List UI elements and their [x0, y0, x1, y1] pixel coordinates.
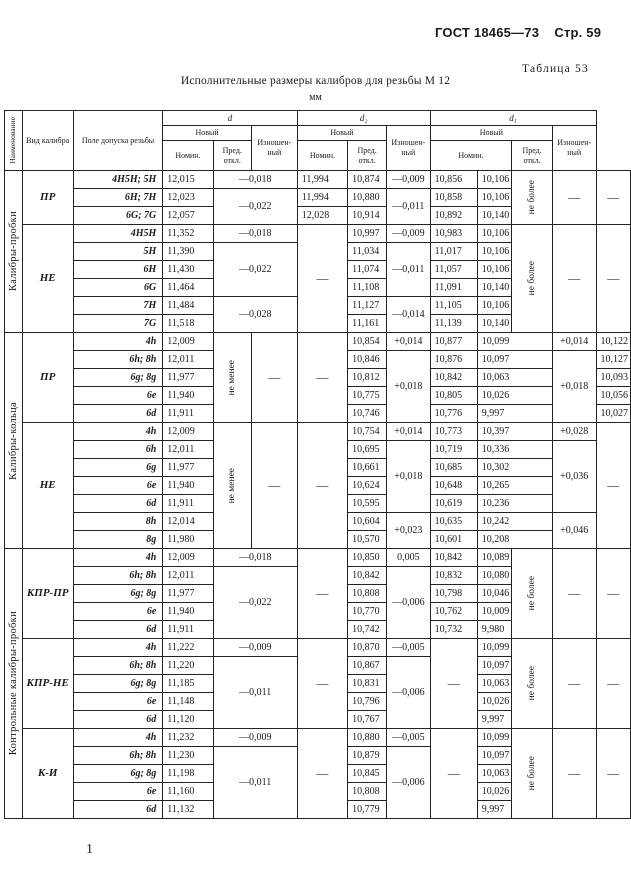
d-nominal: 11,940	[163, 387, 213, 405]
d1-worn: —	[596, 549, 631, 639]
d1-nominal: 10,106	[477, 261, 512, 279]
d1-note-cell	[512, 225, 553, 333]
d1-dev-header: Пред. откл.	[512, 141, 553, 171]
d1-worn: —	[596, 225, 631, 333]
tolerance-field: 6e	[73, 477, 163, 495]
d2-worn: 10,798	[430, 585, 477, 603]
d2-nominal: 11,074	[348, 261, 387, 279]
d1-deviation: +0,028	[552, 423, 596, 441]
standard-number: ГОСТ 18465—73	[435, 25, 540, 40]
d2-nominal: 10,754	[348, 423, 387, 441]
tolerance-field: 7H	[73, 297, 163, 315]
d-deviation: —	[251, 423, 297, 549]
d2-deviation: +0,018	[387, 351, 431, 423]
d-note-cell	[213, 423, 251, 549]
d1-limit-note: не более	[526, 666, 537, 701]
d2-worn: 10,719	[430, 441, 477, 459]
d2-worn: 10,877	[430, 333, 477, 351]
d2-deviation: —0,014	[387, 297, 431, 333]
d1-nominal: 10,046	[477, 585, 512, 603]
caliber-dimensions-table	[4, 110, 631, 819]
d2-nominal: 11,161	[348, 315, 387, 333]
d2-nominal: 10,779	[348, 801, 387, 819]
d2-nominal: 10,775	[348, 387, 387, 405]
d-deviation: —0,018	[213, 225, 297, 243]
tolerance-field: 7G	[73, 315, 163, 333]
d1-nominal: 10,265	[477, 477, 552, 495]
d2-deviation: —0,005	[387, 729, 431, 747]
d2-worn: 11,105	[430, 297, 477, 315]
tolerance-field: 4h	[73, 549, 163, 567]
d1-nominal: 10,242	[477, 513, 552, 531]
d-deviation: —0,028	[213, 297, 297, 333]
d1-nominal: 10,097	[477, 657, 512, 675]
page-header	[435, 25, 601, 40]
d1-new-header: Новый	[430, 126, 552, 141]
table-row	[5, 171, 631, 189]
table-row	[5, 333, 631, 351]
caliber-kind: ПР	[22, 333, 73, 423]
kind-column-header: Вид калибра	[22, 111, 73, 171]
d2-nominal: 10,661	[348, 459, 387, 477]
unit-label: мм	[309, 92, 322, 103]
d1-nominal: 9,997	[477, 405, 552, 423]
d1-nominal: 10,140	[477, 315, 512, 333]
d2-worn: 10,858	[430, 189, 477, 207]
d1-limit-note: не более	[526, 261, 537, 296]
d1-deviation: —	[552, 225, 596, 333]
d-nominal: 11,185	[163, 675, 213, 693]
d2-worn: 10,732	[430, 621, 477, 639]
d-nominal: 12,011	[163, 441, 213, 459]
d-nominal: 11,977	[163, 459, 213, 477]
d1-note-cell	[512, 729, 553, 819]
d2-nominal: 10,624	[348, 477, 387, 495]
d2-worn: 10,635	[430, 513, 477, 531]
d1-nominal: 10,302	[477, 459, 552, 477]
d-column-header: d	[163, 111, 298, 126]
d2-nominal: 10,850	[348, 549, 387, 567]
d1-nominal: 10,026	[477, 693, 512, 711]
d1-worn: 10,027	[596, 405, 631, 423]
tolerance-field: 6g; 8g	[73, 675, 163, 693]
d2-nominal: 10,879	[348, 747, 387, 765]
d2-nom-header: Номин.	[297, 141, 347, 171]
d2-nominal: 10,770	[348, 603, 387, 621]
d1-note-cell	[512, 549, 553, 639]
d-nom-header: Номин.	[163, 141, 213, 171]
d1-nominal: 10,208	[477, 531, 552, 549]
d1-worn: 10,127	[596, 351, 631, 369]
d2-nominal: 10,914	[348, 207, 387, 225]
d2-deviation: 0,005	[387, 549, 431, 567]
tolerance-field: 4h	[73, 423, 163, 441]
tolerance-field: 6e	[73, 603, 163, 621]
d2-worn: 10,832	[430, 567, 477, 585]
d1-nominal: 10,336	[477, 441, 552, 459]
d1-limit-note: не более	[526, 180, 537, 215]
tolerance-field: 6h; 8h	[73, 351, 163, 369]
tolerance-field: 4h	[73, 333, 163, 351]
d2-worn: 10,805	[430, 387, 477, 405]
d1-nominal: 9,997	[477, 711, 512, 729]
tolerance-field: 6h; 8h	[73, 747, 163, 765]
d1-nominal: 10,106	[477, 243, 512, 261]
d1-nominal: 10,097	[477, 747, 512, 765]
d1-deviation: +0,018	[552, 351, 596, 423]
d-nominal: 12,057	[163, 207, 213, 225]
d-new-header: Новый	[163, 126, 252, 141]
d2-deviation: —0,006	[387, 567, 431, 639]
d-worn: —	[297, 729, 347, 819]
d-nominal: 11,464	[163, 279, 213, 297]
d2-deviation: —0,011	[387, 189, 431, 225]
tolerance-field: 6H	[73, 261, 163, 279]
d-nominal: 11,977	[163, 585, 213, 603]
d1-worn: —	[596, 171, 631, 225]
d2-nominal: 10,997	[348, 225, 387, 243]
d-limit-note: не менее	[226, 467, 237, 504]
table-label: Таблица 53	[522, 63, 589, 75]
d2-deviation: —0,009	[387, 171, 431, 189]
d-worn: 11,994	[297, 189, 347, 207]
tolerance-column-header: Поле допуска резьбы	[73, 111, 163, 171]
d2-deviation: —0,006	[387, 747, 431, 819]
d-nominal: 11,980	[163, 531, 213, 549]
table-row	[5, 225, 631, 243]
page-number: Стр. 59	[554, 25, 602, 40]
d2-nominal: 10,812	[348, 369, 387, 387]
tolerance-field: 6e	[73, 387, 163, 405]
d2-nominal: 10,870	[348, 639, 387, 657]
d1-nominal: 10,026	[477, 387, 552, 405]
d2-worn: 11,139	[430, 315, 477, 333]
tolerance-field: 8g	[73, 531, 163, 549]
d-deviation: —	[251, 333, 297, 423]
d2-worn: 10,773	[430, 423, 477, 441]
d-nominal: 11,911	[163, 621, 213, 639]
tolerance-field: 6e	[73, 783, 163, 801]
d2-nominal: 10,742	[348, 621, 387, 639]
d-deviation: —0,011	[213, 657, 297, 729]
d1-worn: —	[596, 639, 631, 729]
d-nominal: 11,352	[163, 225, 213, 243]
d1-nom-header: Номин.	[430, 141, 512, 171]
d-nominal: 11,132	[163, 801, 213, 819]
d2-nominal: 10,867	[348, 657, 387, 675]
d1-limit-note: не более	[526, 756, 537, 791]
d-nominal: 12,009	[163, 549, 213, 567]
d2-new-header: Новый	[297, 126, 386, 141]
d-nominal: 11,120	[163, 711, 213, 729]
d1-nominal: 10,099	[477, 333, 552, 351]
d1-worn: —	[596, 423, 631, 549]
d1-limit-note: не более	[526, 576, 537, 611]
tolerance-field: 6h	[73, 441, 163, 459]
d-nominal: 12,015	[163, 171, 213, 189]
d1-nominal: 10,236	[477, 495, 552, 513]
d1-deviation: +0,046	[552, 513, 596, 549]
d2-nominal: 10,880	[348, 189, 387, 207]
d2-nominal: 10,746	[348, 405, 387, 423]
d-worn: 12,028	[297, 207, 347, 225]
d1-worn: 10,056	[596, 387, 631, 405]
d-nominal: 12,009	[163, 333, 213, 351]
tolerance-field: 6d	[73, 711, 163, 729]
d-nominal: 11,911	[163, 405, 213, 423]
d2-nominal: 10,808	[348, 783, 387, 801]
d-nominal: 11,148	[163, 693, 213, 711]
d2-nominal: 10,695	[348, 441, 387, 459]
d1-column-header: d₁	[430, 111, 596, 126]
tolerance-field: 6g	[73, 459, 163, 477]
d2-nominal: 10,880	[348, 729, 387, 747]
d1-nominal: 10,026	[477, 783, 512, 801]
d2-deviation: +0,014	[387, 423, 431, 441]
d-nominal: 11,940	[163, 603, 213, 621]
d2-worn: 10,892	[430, 207, 477, 225]
tolerance-field: 6g; 8g	[73, 765, 163, 783]
d2-worn: 10,648	[430, 477, 477, 495]
tolerance-field: 5H	[73, 243, 163, 261]
tolerance-field: 6d	[73, 801, 163, 819]
d-deviation: —0,018	[213, 549, 297, 567]
d1-nominal: 10,397	[477, 423, 552, 441]
caliber-kind: КПР-НЕ	[22, 639, 73, 729]
d2-nominal: 10,842	[348, 567, 387, 585]
d2-deviation: —0,011	[387, 243, 431, 297]
d1-deviation: +0,014	[552, 333, 596, 351]
d-worn: —	[297, 639, 347, 729]
d1-note-cell	[512, 171, 553, 225]
d1-nominal: 10,089	[477, 549, 512, 567]
caliber-kind: КПР-ПР	[22, 549, 73, 639]
d-dev-header: Пред. откл.	[213, 141, 251, 171]
d2-worn: 10,842	[430, 369, 477, 387]
tolerance-field: 6g; 8g	[73, 369, 163, 387]
d-nominal: 12,011	[163, 351, 213, 369]
d1-deviation: —	[552, 639, 596, 729]
d1-nominal: 10,099	[477, 729, 512, 747]
d-worn: —	[297, 225, 347, 333]
d2-worn: —	[430, 639, 477, 729]
d1-nominal: 10,106	[477, 189, 512, 207]
d2-nominal: 11,034	[348, 243, 387, 261]
caliber-kind: НЕ	[22, 225, 73, 333]
d1-nominal: 10,106	[477, 225, 512, 243]
tolerance-field: 4H5H; 5H	[73, 171, 163, 189]
tolerance-field: 6d	[73, 621, 163, 639]
d2-nominal: 10,767	[348, 711, 387, 729]
d2-nominal: 10,595	[348, 495, 387, 513]
d1-worn-header: Изношен-ный	[552, 126, 596, 171]
d2-worn: 10,776	[430, 405, 477, 423]
group-name-cell	[5, 549, 23, 819]
d-worn-header: Изношен-ный	[251, 126, 297, 171]
d2-deviation: —0,009	[387, 225, 431, 243]
group-name-cell	[5, 333, 23, 549]
table-row	[5, 639, 631, 657]
d-worn: 11,994	[297, 171, 347, 189]
d2-worn: 10,856	[430, 171, 477, 189]
footnote-mark: 1	[86, 842, 93, 857]
d-worn: —	[297, 333, 347, 423]
tolerance-field: 6h; 8h	[73, 657, 163, 675]
d2-nominal: 10,808	[348, 585, 387, 603]
d-nominal: 11,232	[163, 729, 213, 747]
d-deviation: —0,009	[213, 729, 297, 747]
group-name-cell	[5, 171, 23, 333]
d-deviation: —0,011	[213, 747, 297, 819]
d1-deviation: —	[552, 549, 596, 639]
d-worn: —	[297, 423, 347, 549]
d-nominal: 11,390	[163, 243, 213, 261]
d-nominal: 12,023	[163, 189, 213, 207]
tolerance-field: 6d	[73, 405, 163, 423]
d2-deviation: +0,018	[387, 441, 431, 513]
d1-nominal: 10,140	[477, 279, 512, 297]
d2-nominal: 10,854	[348, 333, 387, 351]
tolerance-field: 6g; 8g	[73, 585, 163, 603]
d-nominal: 11,160	[163, 783, 213, 801]
d-deviation: —0,018	[213, 171, 297, 189]
d2-worn: 11,057	[430, 261, 477, 279]
d-note-cell	[213, 333, 251, 423]
d2-nominal: 10,874	[348, 171, 387, 189]
tolerance-field: 6G	[73, 279, 163, 297]
d2-nominal: 10,570	[348, 531, 387, 549]
d-deviation: —0,022	[213, 243, 297, 297]
d1-nominal: 10,063	[477, 765, 512, 783]
d2-worn: —	[430, 729, 477, 819]
d2-worn: 10,685	[430, 459, 477, 477]
d1-worn: 10,093	[596, 369, 631, 387]
d1-note-cell	[512, 639, 553, 729]
table-row	[5, 729, 631, 747]
d-nominal: 11,198	[163, 765, 213, 783]
d2-worn: 11,017	[430, 243, 477, 261]
group-name: Калибры-кольца	[7, 401, 19, 480]
d2-worn-header: Изношен-ный	[387, 126, 431, 171]
d1-nominal: 10,063	[477, 675, 512, 693]
table-body	[5, 171, 631, 819]
d2-nominal: 10,845	[348, 765, 387, 783]
group-name: Контрольные калибры-пробки	[7, 611, 19, 756]
name-column-header: Наименование	[5, 111, 23, 171]
d2-worn: 10,601	[430, 531, 477, 549]
d2-deviation: —0,005	[387, 639, 431, 657]
d-deviation: —0,009	[213, 639, 297, 657]
caliber-kind: ПР	[22, 171, 73, 225]
d-nominal: 11,230	[163, 747, 213, 765]
page-title: Исполнительные размеры калибров для резьбы М 12	[180, 75, 451, 87]
d-limit-note: не менее	[226, 359, 237, 396]
d2-worn: 10,762	[430, 603, 477, 621]
d2-nominal: 11,127	[348, 297, 387, 315]
tolerance-field: 8h	[73, 513, 163, 531]
d-nominal: 11,940	[163, 477, 213, 495]
tolerance-field: 6G; 7G	[73, 207, 163, 225]
d1-nominal: 10,080	[477, 567, 512, 585]
d1-nominal: 10,099	[477, 639, 512, 657]
d-nominal: 11,911	[163, 495, 213, 513]
tolerance-field: 6e	[73, 693, 163, 711]
d2-nominal: 10,831	[348, 675, 387, 693]
d2-dev-header: Пред. откл.	[348, 141, 387, 171]
table-row	[5, 423, 631, 441]
d1-worn: —	[596, 729, 631, 819]
d-nominal: 12,011	[163, 567, 213, 585]
d2-worn: 11,091	[430, 279, 477, 297]
d2-nominal: 10,604	[348, 513, 387, 531]
d1-deviation: +0,036	[552, 441, 596, 513]
caliber-kind: К-И	[22, 729, 73, 819]
tolerance-field: 6H; 7H	[73, 189, 163, 207]
d1-nominal: 10,063	[477, 369, 552, 387]
d2-worn: 10,876	[430, 351, 477, 369]
d2-worn: 10,842	[430, 549, 477, 567]
d1-nominal: 10,097	[477, 351, 552, 369]
d2-deviation: +0,014	[387, 333, 431, 351]
d1-worn: 10,122	[596, 333, 631, 351]
caliber-kind: НЕ	[22, 423, 73, 549]
d-worn: —	[297, 549, 347, 639]
d-nominal: 11,518	[163, 315, 213, 333]
d-deviation: —0,022	[213, 189, 297, 225]
d1-nominal: 10,106	[477, 297, 512, 315]
d2-worn: 10,983	[430, 225, 477, 243]
d1-deviation: —	[552, 171, 596, 225]
d2-worn: 10,619	[430, 495, 477, 513]
d2-deviation: +0,023	[387, 513, 431, 549]
d1-nominal: 9,997	[477, 801, 512, 819]
d2-nominal: 11,108	[348, 279, 387, 297]
d1-nominal: 9,980	[477, 621, 512, 639]
group-name: Калибры-пробки	[7, 211, 19, 292]
d2-column-header: d₂	[297, 111, 430, 126]
tolerance-field: 4h	[73, 729, 163, 747]
d-nominal: 11,430	[163, 261, 213, 279]
tolerance-field: 4h	[73, 639, 163, 657]
d2-nominal: 10,796	[348, 693, 387, 711]
d2-nominal: 10,846	[348, 351, 387, 369]
d-nominal: 11,484	[163, 297, 213, 315]
tolerance-field: 6d	[73, 495, 163, 513]
d-nominal: 11,222	[163, 639, 213, 657]
d-nominal: 11,220	[163, 657, 213, 675]
tolerance-field: 4H5H	[73, 225, 163, 243]
d1-nominal: 10,140	[477, 207, 512, 225]
d1-nominal: 10,106	[477, 171, 512, 189]
table-row	[5, 549, 631, 567]
d-nominal: 12,009	[163, 423, 213, 441]
d-nominal: 11,977	[163, 369, 213, 387]
d2-deviation: —0,006	[387, 657, 431, 729]
d1-nominal: 10,009	[477, 603, 512, 621]
d-nominal: 12,014	[163, 513, 213, 531]
d-deviation: —0,022	[213, 567, 297, 639]
tolerance-field: 6h; 8h	[73, 567, 163, 585]
d1-deviation: —	[552, 729, 596, 819]
